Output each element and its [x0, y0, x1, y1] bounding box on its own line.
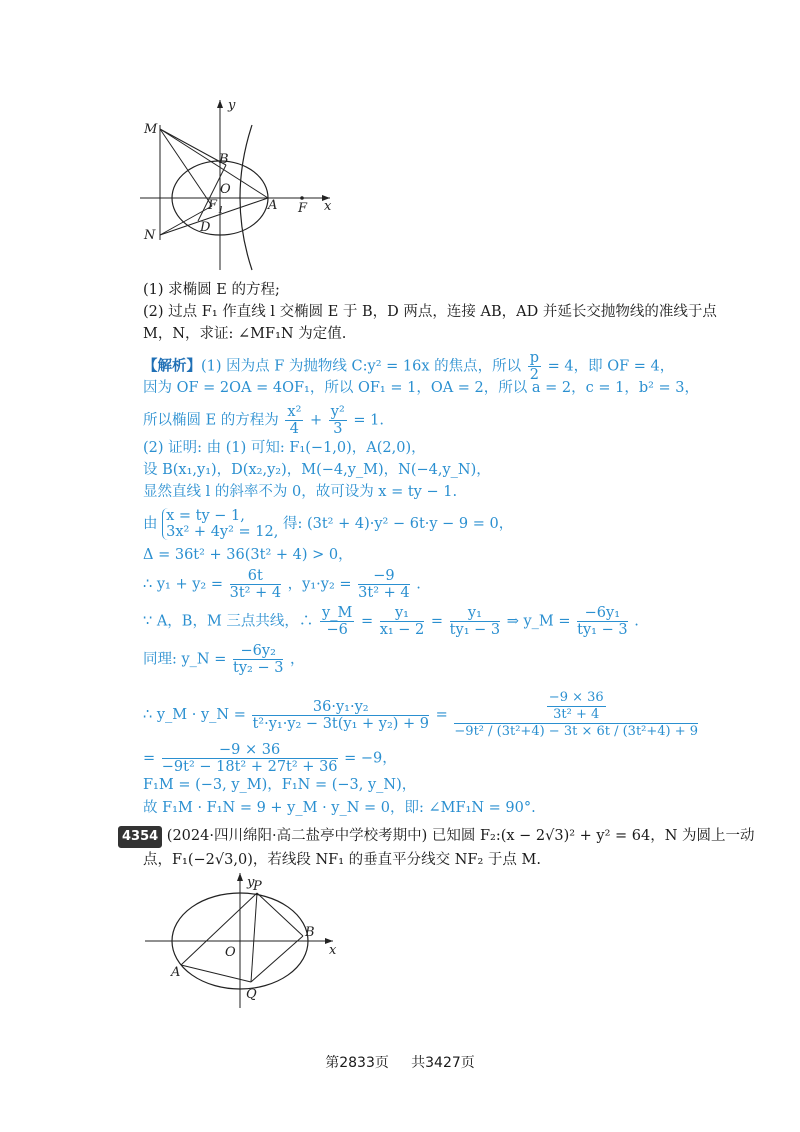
question-2-line1: (2) 过点 F₁ 作直线 l 交椭圆 E 于 B，D 两点，连接 AB，AD 并延长交抛物线的准线于点: [143, 304, 717, 320]
solution-line-9: ∴ y₁ + y₂ = $\frac{6t}{\text{3t² + 4}}$ ，y₁·y₂ = $\frac{-9}{\text{3t² + 4}}$ .: [143, 568, 421, 601]
svg-text:y: y: [228, 98, 236, 113]
solution-line-12: ∴ y_M · y_N = $\frac{\text{36·y₁·y₂}}{\text{t²·y₁·y₂ − 3t(y₁ + y₂) + 9}}$ = $\frac{\frac{-9 \times 36}{\text{3t² + 4}}}{\text{−9t² / (3t²+4) − 3t × 6t / (3t²+4) + 9}}$: [143, 690, 699, 739]
svg-text:1: 1: [218, 206, 224, 216]
solution-line-6: 显然直线 l 的斜率不为 0，故可设为 x = ty − 1.: [143, 484, 458, 500]
svg-text:B: B: [219, 152, 229, 167]
svg-text:D: D: [200, 220, 211, 235]
svg-text:O: O: [225, 945, 236, 960]
figure-ellipse-quadrilateral: [145, 868, 345, 1018]
figure-ellipse-parabola: [140, 95, 340, 275]
question-2-line2: M，N，求证: ∠MF₁N 为定值.: [143, 326, 347, 342]
problem-number-badge: 4354: [118, 826, 162, 848]
svg-text:B: B: [305, 925, 315, 940]
solution-line-4: (2) 证明: 由 (1) 可知: F₁(−1,0)，A(2,0)，: [143, 440, 426, 456]
solution-line-8: Δ = 36t² + 36(3t² + 4) > 0，: [143, 547, 353, 563]
svg-text:A: A: [268, 198, 278, 213]
problem-4354-line1: 4354 (2024·四川绵阳·高二盐亭中学校考期中) 已知圆 F₂:(x − 2√3)² + y² = 64，N 为圆上一动: [118, 826, 755, 848]
solution-line-10: ∵ A，B，M 三点共线，∴ $\frac{y\_M}{-6}$ = $\frac{\text{y₁}}{\text{x₁ − 2}}$ = $\frac{\text{y₁}}{\text{ty₁ − 3}}$ ⇒ y_M = $\frac{\text{−6y₁}}{\text{ty₁ − 3}}$ .: [143, 605, 639, 638]
svg-text:F: F: [208, 198, 218, 213]
svg-text:P: P: [253, 879, 262, 894]
svg-text:x: x: [324, 199, 332, 214]
solution-tag: 【解析】: [143, 357, 201, 375]
svg-text:Q: Q: [246, 987, 257, 1002]
solution-line-1: 【解析】(1) 因为点 F 为抛物线 C:y² = 16x 的焦点，所以 $\frac{p}{2}$ = 4，即 OF = 4，: [143, 350, 675, 383]
svg-text:A: A: [171, 965, 181, 980]
svg-text:y: y: [247, 875, 255, 890]
solution-line-15: 故 F₁M · F₁N = 9 + y_M · y_N = 0，即: ∠MF₁N = 90°.: [143, 800, 536, 816]
page-total: 共3427页: [411, 1055, 475, 1071]
svg-text:F: F: [298, 201, 308, 216]
svg-text:O: O: [220, 182, 231, 197]
solution-line-3: 所以椭圆 E 的方程为 $\frac{\text{x²}}{4}$ + $\frac{\text{y²}}{3}$ = 1.: [143, 404, 385, 437]
page-footer: [0, 1052, 800, 1072]
problem-4354-line2: 点，F₁(−2√3,0)，若线段 NF₁ 的垂直平分线交 NF₂ 于点 M.: [143, 852, 541, 868]
question-1: (1) 求椭圆 E 的方程;: [143, 282, 280, 298]
page-number: 第2833页: [325, 1055, 389, 1071]
solution-line-7: 由 x = ty − 1, 3x² + 4y² = 12, 得: (3t² + 4)·y² − 6t·y − 9 = 0，: [143, 508, 514, 540]
solution-line-13: = $\frac{-9 \times 36}{\text{−9t² − 18t² + 27t² + 36}}$ = −9，: [143, 742, 397, 775]
solution-line-14: F₁M = (−3, y_M)，F₁N = (−3, y_N)，: [143, 777, 417, 793]
solution-line-2: 因为 OF = 2OA = 4OF₁，所以 OF₁ = 1，OA = 2，所以 a = 2，c = 1，b² = 3，: [143, 380, 700, 396]
svg-text:N: N: [144, 228, 156, 243]
solution-line-11: 同理: y_N = $\frac{\text{−6y₂}}{\text{ty₂ − 3}}$ ，: [143, 643, 305, 676]
solution-line-5: 设 B(x₁,y₁)，D(x₂,y₂)，M(−4,y_M)，N(−4,y_N)，: [143, 462, 491, 478]
svg-text:M: M: [144, 122, 158, 137]
svg-text:x: x: [329, 943, 337, 958]
